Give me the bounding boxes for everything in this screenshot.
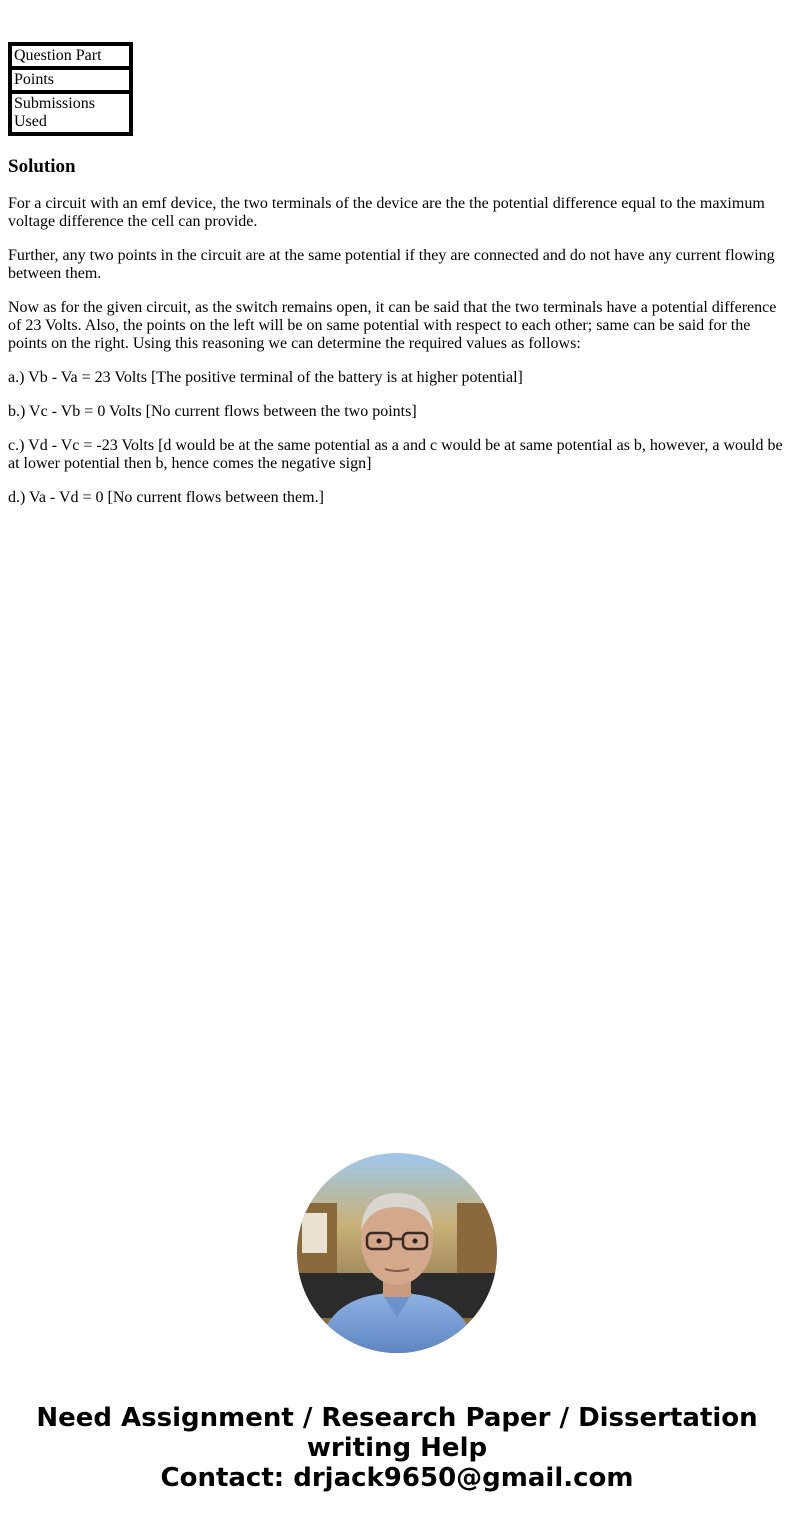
contact-email: Contact: drjack9650@gmail.com <box>160 1463 634 1493</box>
portrait-photo-icon <box>297 1153 497 1353</box>
answer-a: a.) Vb - Va = 23 Volts [The positive terminal of the battery is at higher potential] <box>8 369 523 386</box>
answer-d: d.) Va - Vd = 0 [No current flows between them.] <box>8 489 324 506</box>
table-row <box>10 68 131 92</box>
table-row <box>10 92 131 134</box>
solution-paragraph: Now as for the given circuit, as the switch remains open, it can be said that the two terminals have a potential difference of 23 Volts. Also, the points on the left will be on same potential with respect to each other; same can be said for the points on the right. Using this reasoning we can determine the required values as follows: <box>8 299 777 352</box>
solution-paragraph: For a circuit with an emf device, the two terminals of the device are the the potential difference equal to the maximum voltage difference the cell can provide. <box>8 195 765 230</box>
solution-heading: Solution <box>8 156 76 177</box>
table-cell-submissions-used: Submissions Used <box>10 92 131 134</box>
table-row <box>10 44 131 68</box>
question-table <box>8 42 133 136</box>
document-content <box>8 42 786 523</box>
avatar <box>297 1153 497 1353</box>
promo-footer <box>0 1153 794 1493</box>
solution-paragraph: Further, any two points in the circuit are at the same potential if they are connected and do not have any current flowing between them. <box>8 247 775 282</box>
answer-c: c.) Vd - Vc = -23 Volts [d would be at the same potential as a and c would be at same potential as b, however, a would be at lower potential then b, hence comes the negative sign] <box>8 437 783 472</box>
help-text: Need Assignment / Research Paper / Dissertation writing Help <box>36 1403 758 1463</box>
table-cell-points: Points <box>10 68 131 92</box>
answer-b: b.) Vc - Vb = 0 Volts [No current flows between the two points] <box>8 403 417 420</box>
contact-banner <box>0 1403 794 1493</box>
table-cell-question-part: Question Part <box>10 44 131 68</box>
